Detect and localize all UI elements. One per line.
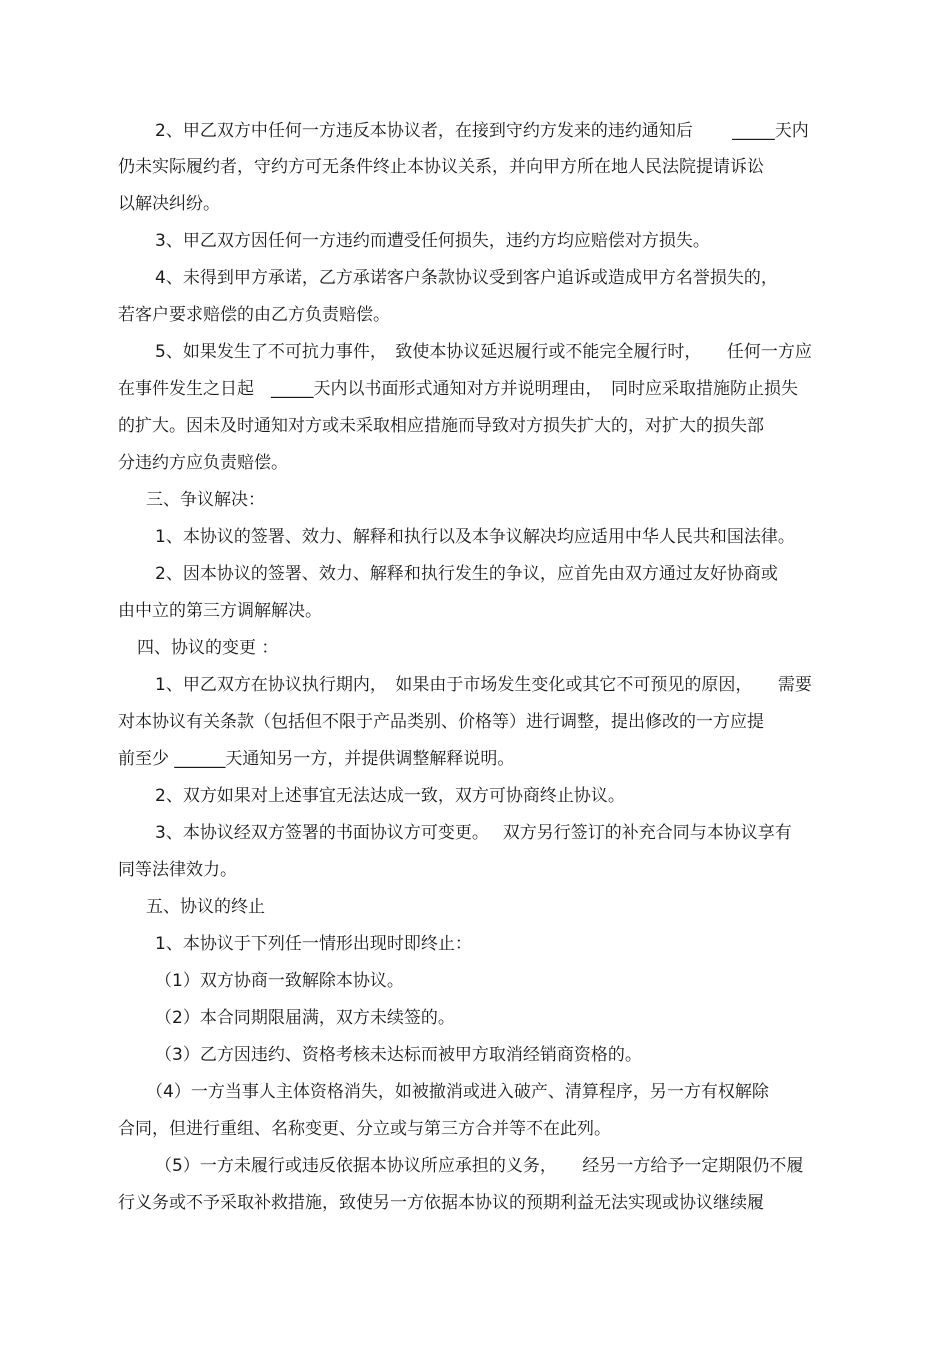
- text-line: （4）一方当事人主体资格消失，如被撤消或进入破产、清算程序，另一方有权解除: [146, 1082, 769, 1102]
- text-line: 2、因本协议的签署、效力、解释和执行发生的争议，应首先由双方通过友好协商或: [155, 564, 778, 584]
- text-line: 2、双方如果对上述事宜无法达成一致，双方可协商终止协议。: [155, 786, 625, 806]
- text-line: 合同，但进行重组、名称变更、分立或与第三方合并等不在此列。: [118, 1119, 611, 1139]
- section-heading: 三、争议解决：: [146, 490, 265, 510]
- text-line: 仍未实际履约者，守约方可无条件终止本协议关系，并向甲方所在地人民法院提请诉讼: [118, 157, 764, 177]
- text-line: 以解决纠纷。: [118, 194, 220, 214]
- text-line: 的扩大。因未及时通知对方或未采取相应措施而导致对方损失扩大的，对扩大的损失部: [118, 416, 764, 436]
- text-line: 2、甲乙双方中任何一方违反本协议者，在接到守约方发来的违约通知后 _____天内: [155, 121, 809, 141]
- text-line: （5）一方未履行或违反依据本协议所应承担的义务， 经另一方给予一定期限仍不履: [155, 1156, 804, 1176]
- text-line: 4、未得到甲方承诺，乙方承诺客户条款协议受到客户追诉或造成甲方名誉损失的，: [155, 268, 778, 288]
- text-line: 3、甲乙双方因任何一方违约而遭受任何损失，违约方均应赔偿对方损失。: [155, 231, 710, 251]
- text-line: 1、甲乙双方在协议执行期内， 如果由于市场发生变化或其它不可预见的原因， 需要: [155, 675, 812, 695]
- text-line: 分违约方应负责赔偿。: [118, 453, 288, 473]
- text-line: 5、如果发生了不可抗力事件， 致使本协议延迟履行或不能完全履行时， 任何一方应: [155, 342, 812, 362]
- section-heading: 四、协议的变更 ：: [137, 638, 279, 658]
- text-line: 1、本协议的签署、效力、解释和执行以及本争议解决均应适用中华人民共和国法律。: [155, 527, 795, 547]
- text-line: 3、本协议经双方签署的书面协议方可变更。 双方另行签订的补充合同与本协议享有: [155, 823, 792, 843]
- text-line: （1）双方协商一致解除本协议。: [155, 971, 404, 991]
- text-line: 在事件发生之日起 _____天内以书面形式通知对方并说明理由， 同时应采取措施防止损失: [118, 379, 798, 399]
- text-line: 若客户要求赔偿的由乙方负责赔偿。: [118, 305, 390, 325]
- text-line: 由中立的第三方调解解决。: [118, 601, 322, 621]
- section-heading: 五、协议的终止: [146, 897, 265, 917]
- text-line: 同等法律效力。: [118, 860, 237, 880]
- text-line: 行义务或不予采取补救措施，致使另一方依据本协议的预期利益无法实现或协议继续履: [118, 1193, 764, 1213]
- text-line: 前至少 ______天通知另一方，并提供调整解释说明。: [118, 749, 515, 769]
- text-line: （3）乙方因违约、资格考核未达标而被甲方取消经销商资格的。: [155, 1045, 642, 1065]
- text-line: 对本协议有关条款（包括但不限于产品类别、价格等）进行调整，提出修改的一方应提: [118, 712, 764, 732]
- text-line: （2）本合同期限届满，双方未续签的。: [155, 1008, 455, 1028]
- text-line: 1、本协议于下列任一情形出现时即终止：: [155, 934, 472, 954]
